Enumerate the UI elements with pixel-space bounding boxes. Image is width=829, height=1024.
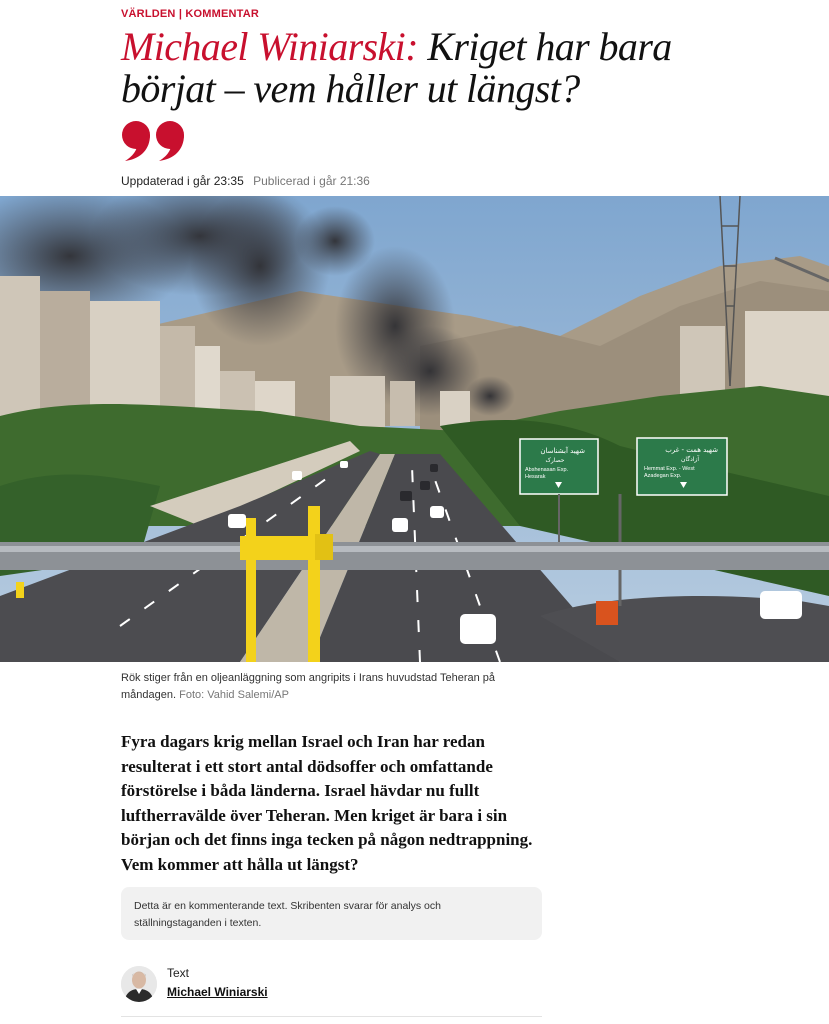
article-headline [121, 26, 741, 110]
photo-credit: Foto: Vahid Salemi/AP [179, 689, 289, 701]
caption-text: Rök stiger från en oljeanläggning som angripits i Irans huvudstad Teheran på måndagen. [121, 672, 496, 701]
image-caption [121, 670, 521, 704]
sign-left-en1: Abshenasan Exp. [525, 467, 569, 473]
author-avatar[interactable] [121, 966, 157, 1002]
author-name-link[interactable]: Michael Winiarski [167, 985, 268, 999]
article-dates [121, 174, 370, 188]
sign-left-fa2: حصارک [545, 457, 565, 464]
author-avatar-icon [121, 966, 157, 1002]
quote-icon [121, 120, 187, 162]
notice-text: Detta är en kommenterande text. Skribenten svarar för analys och ställningstaganden i texten. [134, 900, 441, 929]
published-time: Publicerad i går 21:36 [253, 174, 370, 188]
tehran-highway-photo [0, 196, 829, 662]
byline-role: Text [167, 966, 190, 980]
sign-right-en2: Azadegan Exp. [644, 473, 682, 479]
byline-divider [121, 1016, 542, 1017]
headline-title-line2: börjat – vem håller ut längst? [121, 66, 580, 111]
article-lead: Fyra dagars krig mellan Israel och Iran har redan resulterat i ett stort antal dödsoffer och omfattande förstörelse i båda länderna. Israel hävdar nu fullt luftherravälde över Teheran. Men kriget är bara i sin början och det finns inga tecken på någon nedtrappning. Vem kommer att hålla ut längst? [121, 732, 533, 874]
sign-right-en1: Hemmat Exp. - West [644, 466, 695, 472]
road-sign-right [637, 438, 727, 495]
hero-image[interactable] [0, 196, 829, 662]
sign-right-fa2: آزادگان [681, 456, 699, 463]
sign-left-en2: Hesarak [525, 474, 546, 480]
updated-time: Uppdaterad i går 23:35 [121, 174, 244, 188]
headline-title-line1: Kriget har bara [417, 24, 672, 69]
sign-right-fa1: شهید همت - غرب [665, 446, 718, 454]
road-sign-left [520, 439, 598, 494]
headline-author: Michael Winiarski: [121, 24, 418, 69]
sign-left-fa1: شهید آبشناسان [540, 447, 585, 455]
section-kicker[interactable]: VÄRLDEN | KOMMENTAR [121, 8, 260, 20]
commentary-notice [121, 887, 542, 940]
